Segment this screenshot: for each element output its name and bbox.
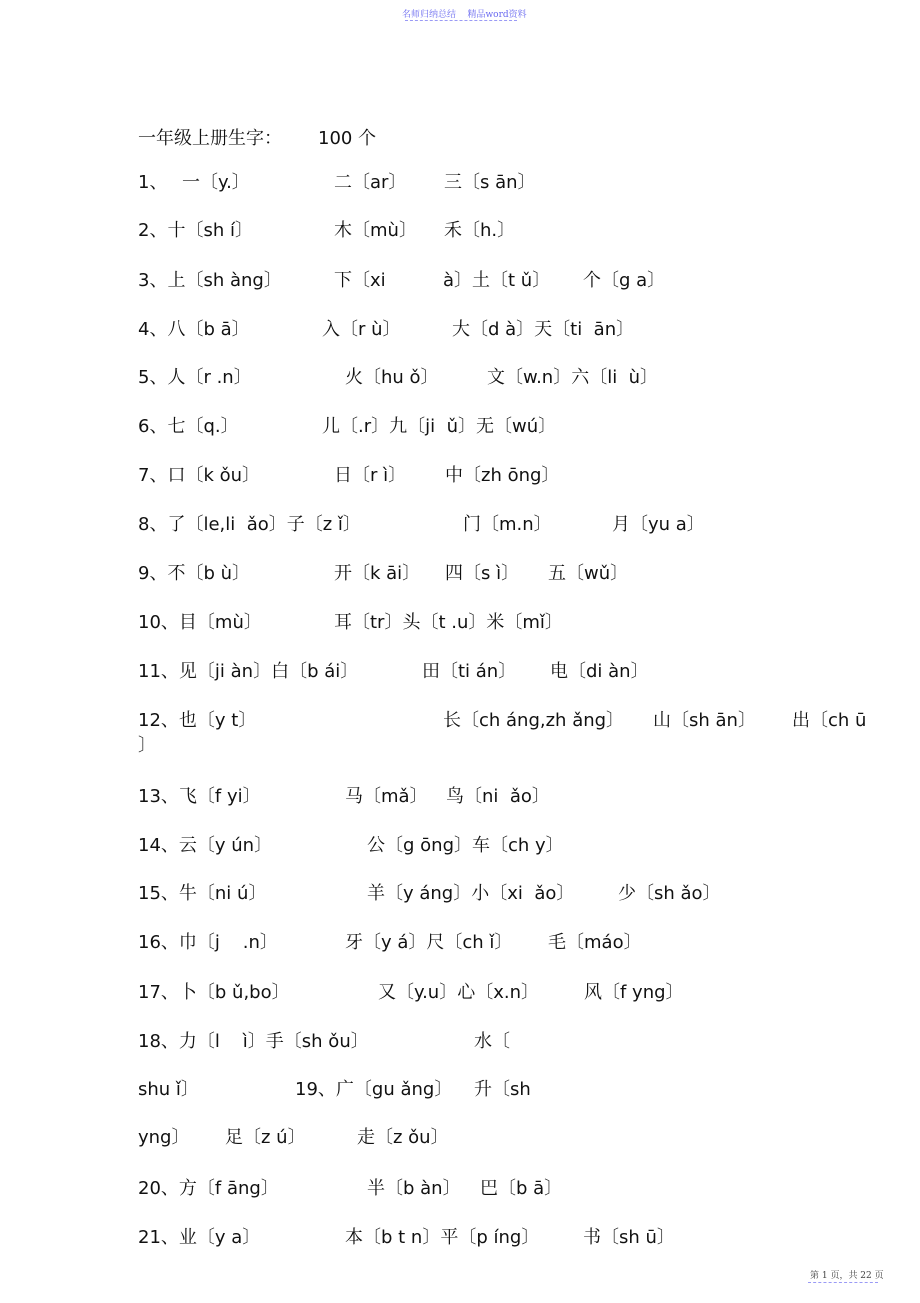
character-entry: 个〔g a〕	[583, 270, 666, 291]
character-entry: 出〔ch ū	[792, 710, 867, 731]
character-entry: 毛〔máo〕	[548, 932, 642, 953]
character-entry: 11、见〔ji àn〕白〔b ái〕	[138, 661, 359, 682]
character-entry: 9、不〔b ù〕	[138, 563, 251, 584]
character-entry: 足〔z ú〕	[225, 1127, 306, 1148]
character-entry: shu ǐ〕	[138, 1079, 199, 1100]
title-count: 100 个	[318, 128, 377, 149]
character-entry: 15、牛〔ni ú〕	[138, 883, 267, 904]
character-entry: 公〔g ōng〕车〔ch y〕	[367, 835, 564, 856]
character-entry: 5、人〔r .n〕	[138, 367, 252, 388]
character-entry: 禾〔h.〕	[444, 220, 516, 241]
character-entry: 儿〔.r〕九〔ji ǔ〕无〔wú〕	[322, 416, 557, 437]
character-entry: 四〔s ì〕	[445, 563, 520, 584]
character-entry: 半〔b àn〕	[367, 1178, 461, 1199]
character-entry: 18、力〔l ì〕手〔sh ǒu〕	[138, 1031, 369, 1052]
character-entry: 三〔s ān〕	[444, 172, 536, 193]
character-entry: 门〔m.n〕	[463, 514, 552, 535]
character-entry: 16、巾〔j .n〕	[138, 932, 278, 953]
character-entry: à〕土〔t ǔ〕	[443, 270, 551, 291]
character-entry: 3、上〔sh àng〕	[138, 270, 282, 291]
character-entry: 1、	[138, 172, 168, 193]
character-entry: 二〔ar〕	[334, 172, 407, 193]
character-entry: 14、云〔y ún〕	[138, 835, 273, 856]
character-entry: 水〔	[474, 1031, 510, 1052]
character-entry: 12、也〔y t〕	[138, 710, 257, 731]
character-entry: 鸟〔ni ǎo〕	[446, 786, 550, 807]
character-entry: 耳〔tr〕头〔t .u〕米〔mǐ〕	[334, 612, 563, 633]
character-entry: 月〔yu a〕	[612, 514, 705, 535]
character-entry: 8、了〔le,li ǎo〕子〔z ǐ〕	[138, 514, 361, 535]
character-entry: 6、七〔q.〕	[138, 416, 239, 437]
character-entry: 日〔r ì〕	[334, 465, 407, 486]
character-entry: 又〔y.u〕心〔x.n〕	[378, 982, 539, 1003]
character-entry: 马〔mǎ〕	[345, 786, 428, 807]
character-entry: 长〔ch áng,zh ǎng〕	[443, 710, 625, 731]
character-entry: 牙〔y á〕尺〔ch ǐ〕	[345, 932, 513, 953]
character-entry: 电〔di àn〕	[550, 661, 649, 682]
character-entry: 4、八〔b ā〕	[138, 319, 250, 340]
character-entry: 20、方〔f āng〕	[138, 1178, 279, 1199]
character-entry: 本〔b t n〕平〔p íng〕	[345, 1227, 540, 1248]
character-entry: 下〔xi	[334, 270, 386, 291]
character-entry: 2、十〔sh í〕	[138, 220, 253, 241]
character-entry: 7、口〔k ǒu〕	[138, 465, 261, 486]
character-entry: 13、飞〔f yi〕	[138, 786, 261, 807]
character-entry: 山〔sh ān〕	[653, 710, 756, 731]
character-entry: 10、目〔mù〕	[138, 612, 262, 633]
title-label: 一年级上册生字：	[138, 128, 282, 149]
header-left: 名师归纳总结	[402, 10, 457, 20]
character-entry: 文〔w.n〕六〔li ù〕	[487, 367, 659, 388]
character-entry: 田〔ti án〕	[422, 661, 517, 682]
footer-divider	[808, 1282, 878, 1283]
character-entry: 19、广〔gu ǎng〕	[295, 1079, 453, 1100]
character-entry: 风〔f yng〕	[584, 982, 684, 1003]
character-entry: 中〔zh ōng〕	[445, 465, 560, 486]
character-entry: 巴〔b ā〕	[480, 1178, 563, 1199]
character-entry: 羊〔y áng〕小〔xi ǎo〕	[367, 883, 575, 904]
page-footer: 第 1 页，共 22 页	[810, 1271, 884, 1281]
character-entry: 21、业〔y a〕	[138, 1227, 261, 1248]
character-entry: 大〔d à〕天〔ti ān〕	[452, 319, 635, 340]
header-divider	[405, 20, 517, 21]
page-header	[402, 7, 527, 20]
character-entry: 〕	[138, 735, 156, 756]
character-entry: 五〔wǔ〕	[548, 563, 629, 584]
character-entry: yng〕	[138, 1127, 190, 1148]
character-entry: 17、卜〔b ǔ,bo〕	[138, 982, 290, 1003]
character-entry: 升〔sh	[474, 1079, 531, 1100]
character-entry: 一〔y.〕	[182, 172, 250, 193]
character-entry: 入〔r ù〕	[322, 319, 401, 340]
character-entry: 书〔sh ū〕	[583, 1227, 675, 1248]
character-entry: 走〔z ǒu〕	[357, 1127, 449, 1148]
character-entry: 少〔sh ǎo〕	[618, 883, 721, 904]
character-entry: 火〔hu ǒ〕	[345, 367, 439, 388]
character-entry: 开〔k āi〕	[334, 563, 421, 584]
character-entry: 木〔mù〕	[334, 220, 417, 241]
header-right: 精品word资料	[467, 10, 527, 20]
